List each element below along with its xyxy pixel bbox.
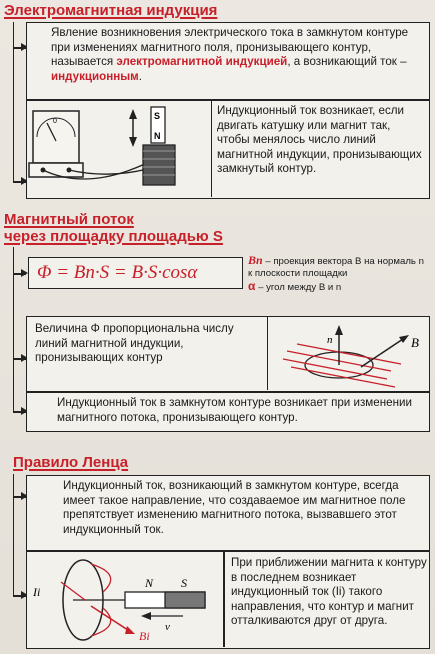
galvanometer-illustration [27, 101, 212, 197]
flux-formula: Φ = Bn·S = B·S·cosα [28, 257, 243, 289]
section2-title-line2: через площадку площадью S [4, 228, 223, 245]
flux-change-box [26, 392, 430, 432]
legend-bn-text: – проекция вектора B на нормаль n к плоскости площадки [248, 256, 424, 280]
legend-alpha [248, 280, 430, 294]
lenz-s-label: S [181, 576, 187, 590]
induction-box [26, 100, 430, 199]
flux-diagram [271, 317, 431, 390]
vector-b-label: B [411, 335, 419, 350]
formula-legend [248, 254, 430, 295]
magnet-n-label: N [154, 131, 161, 141]
galvanometer-svg [27, 101, 211, 197]
definition-end: . [138, 69, 142, 83]
lenz-example-text: При приближении магнита к контуру в последнем возникает индукционный ток (Ii) такого направления, что контур и магнит отталкиваются друг от друга. [231, 556, 427, 628]
section2-arrow-3 [13, 411, 26, 413]
section2-bracket [13, 247, 14, 412]
section2-arrow-2 [13, 358, 26, 360]
lenz-v-label: v [165, 621, 170, 633]
section1-arrow-1 [13, 47, 26, 49]
legend-alpha-symbol: α [248, 279, 256, 294]
legend-bn [248, 254, 430, 280]
proportional-text: Величина Φ пропорциональна числу линий магнитной индукции, пронизывающих контур [35, 322, 234, 365]
section2-title-line1: Магнитный поток [4, 211, 134, 228]
lenz-divider [223, 552, 225, 647]
definition-box [26, 22, 430, 100]
magnet-s-label: S [154, 111, 161, 121]
flux-change-text: Индукционный ток в замкнутом контуре возникает при изменении магнитного потока, пронизывающего контур. [57, 396, 412, 424]
lenz-diagram [33, 552, 223, 647]
lenz-bi-label: Bi [139, 629, 150, 643]
section3-arrow-2 [13, 595, 26, 597]
induction-text: Индукционный ток возникает, если двигать катушку или магнит так, чтобы менялось число линий магнитной индукции, пронизывающих замкнутый контур. [217, 104, 422, 176]
legend-alpha-text: – угол между B и n [258, 282, 342, 294]
section1-bracket [13, 22, 14, 182]
lenz-rule-box [26, 475, 430, 551]
definition-text-2: , а возникающий ток – [287, 55, 407, 69]
section1-arrow-2 [13, 181, 26, 183]
lenz-rule-text: Индукционный ток, возникающий в замкнутом контуре, всегда имеет такое направление, что создаваемое им магнитное поле препятствует изменению магнитного потока, вызвавшего этот индукционный ток. [63, 479, 406, 536]
proportional-cell [27, 317, 268, 390]
lenz-ii-label: Ii [33, 585, 41, 599]
gauge-zero-label: 0 [53, 118, 57, 125]
proportional-box [26, 316, 430, 392]
lenz-n-label: N [145, 576, 154, 590]
term-electromagnetic-induction: электромагнитной индукцией [116, 55, 288, 69]
section3-arrow-1 [13, 496, 26, 498]
legend-bn-symbol: Bn [248, 253, 263, 267]
section3-title: Правило Ленца [13, 454, 129, 471]
section1-title: Электромагнитная индукция [4, 2, 218, 19]
definition-text-1: Явление возникновения электрического тока в замкнутом контуре при изменениях магнитного поля, пронизывающего контур, называется [51, 26, 409, 69]
vector-n-label: n [327, 334, 333, 346]
term-induction-current: индукционным [51, 69, 139, 83]
lenz-example-box [26, 551, 430, 649]
section3-bracket [13, 474, 14, 596]
section2-arrow-1 [13, 273, 26, 275]
